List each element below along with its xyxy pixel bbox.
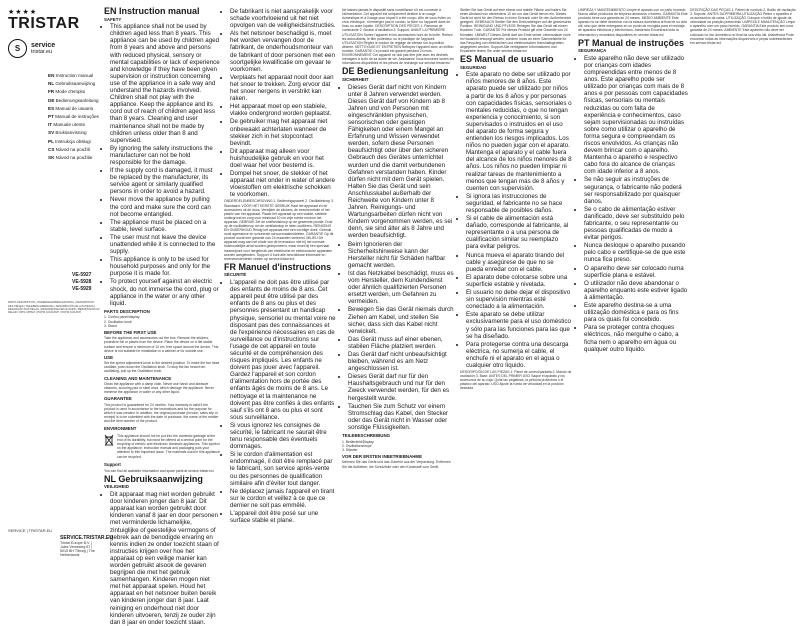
parts-item: 1. Control panel/display xyxy=(104,315,140,320)
safety-item: • Se não seguir as instruções de segurança, o fabricante não poderá ser responsabilizado por quaisquer danos. xyxy=(584,176,688,204)
safety-item: • Dit apparaat mag alleen voor huishoudelijke gebruik en voor het doel waar het voor bestemd is. xyxy=(230,148,336,169)
spanish-details-continued: LIMPIEZA Y MANTENIMIENTO Limpie el aparato con un paño húmedo. Nunca utilice productos de limpieza abrasivos o fuertes. GARANTÍA Este producto tiene una garantía de 24 meses. MEDIO AMBIENTE Este aparato no se debe desechar con la basura doméstica al final de su vida útil, sino que debe entregarse en un punto de recogida para el reciclaje de aparatos eléctricos y electrónicos. Asistencia Encontrará toda la información y recambios disponibles en service.tristar.eu! xyxy=(578,8,688,37)
parts-item: 3. Ständer xyxy=(342,447,358,452)
use-text: Set the speed adjustment knob to the desired position. To make the fan head oscillate, push down the Oscillation knob. To stop the fan head from oscillating, pull up the Oscillation knob. xyxy=(104,361,220,374)
safety-item: • El usuario no debe dejar el dispositivo sin supervisión mientras esté conectado a la alimentación. xyxy=(466,289,572,310)
safety-item: • Never move the appliance by pulling the cord and make sure the cord can not become entangled. xyxy=(110,196,220,217)
safety-title: VEILIGHEID xyxy=(104,484,129,490)
support-title: Support xyxy=(104,462,121,468)
section-heading: PT Manual de instruções xyxy=(578,37,685,48)
safety-item: • Este aparato no debe ser utilizado por niños menores de 8 años. Este aparato puede ser utilizado por niños a partir de los 8 años y por personas con capacidades físicas, sensoriales o mentales reducidas, o que no tengan experiencia y conocimiento, si son supervisados o instruidos en el uso del aparato de forma segura y entienden los riesgos implicados. Los niños no pueden jugar con el aparato. Mantenga el aparato y el cable fuera del alcance de los niños menores de 8 años. Los niños no pueden limpiar ni realizar tareas de mantenimiento a menos que tengan más de 8 años y cuenten con supervisión. xyxy=(466,71,572,192)
dutch-french-section xyxy=(224,8,336,568)
safety-item: • Si vous ignorez les consignes de sécurité, le fabricant ne saurait être tenu responsable des éventuels dommages. xyxy=(230,422,336,450)
safety-item: • Dieses Gerät darf nur für den Haushaltsgebrauch und nur für den Zweck verwendet werden, für den es hergestellt wurde. xyxy=(348,373,454,401)
safety-item: • Se o cabo de alimentação estiver danificado, deve ser substituído pelo fabricante, o seu representante ou pessoas qualificadas de modo a evitar perigos. xyxy=(584,206,688,241)
language-item: SV Bruksanvisning xyxy=(48,130,87,136)
safety-item: • El aparato debe colocarse sobre una superficie estable y nivelada. xyxy=(466,274,572,288)
german-details: Stellen Sie das Gerät auf eine ebene und stabile Fläche und halten Sie einen Abstand von mindestens 10 cm um das Gerät herum ein. Dieses Gerät ist nicht für den Einbau in einen Schrank oder für den Außenbereich geeignet. GEBRAUCH Stellen Sie den Drehzahlregler auf die gewünschte Position. REINIGUNG UND PFLEGE Reinigen Sie das Gerät mit einem feuchten Tuch. GARANTIE Für dieses Produkt gilt eine Garantie von 24 Monaten. UMWELT Dieses Gerät darf am Ende seiner Lebensdauer nicht im Hausmüll entsorgt werden, sondern muss an einer Sammelstelle für das Recycling von elektrischen und elektronischen Haushaltsgeräten abgegeben werden. Support Alle verfügbaren Informationen und Ersatzteile finden Sie unter service.tristar.eu! xyxy=(460,8,572,53)
service-line2: tristar.eu xyxy=(31,48,53,55)
cover-footer xyxy=(8,528,113,557)
safety-list xyxy=(342,84,454,432)
safety-item: • Beim Ignorieren der Sicherheitshinweise kann der Hersteller nicht für Schäden haftbar gemacht werden. xyxy=(348,241,454,269)
safety-item: • Bewegen Sie das Gerät niemals durch Ziehen am Kabel, und stellen Sie sicher, dass sich das Kabel nicht verwickelt. xyxy=(348,306,454,334)
language-item: EN Instruction manual xyxy=(48,73,94,78)
safety-item: • This appliance shall not be used by children aged less than 8 years. This appliance can be used by children aged from 8 years and above and persons with reduced physical, sensory or mental capabilities or lack of experience and knowledge if they have been given supervision or instruction concerning use of the appliance in a safe way and understand the hazards involved. Children shall not play with the appliance. Keep the appliance and its cord out of reach of children aged less than 8 years. Cleaning and user maintenance shall not be made by children unless older than 8 and supervised. xyxy=(110,23,220,144)
safety-item: • Als het netsnoer beschadigd is, moet het worden vervangen door de fabrikant, de onderhoudsmonteur van de fabrikant of door personen met een soortgelijke kwalificatie om gevaar te voorkomen. xyxy=(230,30,336,73)
safety-item: • Dompel het snoer, de stekker of het apparaat niet onder in water of andere vloeistoffen om elektrische schokken te voorkomen. xyxy=(230,170,336,198)
safety-list xyxy=(460,71,572,369)
cleaning-text: Clean the appliance with a damp cloth. Never use harsh and abrasive cleaners, scouring pad or steel wool, which damage the appliance. Never immerse the appliance in water or any other liquid. xyxy=(104,382,214,395)
safety-list xyxy=(104,491,220,626)
safety-item: • Nunca mueva el aparato tirando del cable y asegúrese de que no se pueda enredar con el cable. xyxy=(466,252,572,273)
model-number: VE-5928 xyxy=(72,279,92,286)
safety-title: SAFETY xyxy=(104,16,122,22)
safety-item: • Het apparaat moet op een stabiele, vlakke ondergrond worden geplaatst. xyxy=(230,103,336,117)
section-heading: DE Bedienungsanleitung xyxy=(342,66,449,77)
safety-item: • Para protegerse contra una descarga eléctrica, no sumerja el cable, el enchufe ni el aparato en el agua o cualquier otro líquido. xyxy=(466,341,572,369)
service-line1: service xyxy=(31,41,56,49)
safety-item: • Tauchen Sie zum Schutz vor einem Stromschlag das Kabel, den Stecker oder das Gerät nicht in Wasser oder sonstige Flüssigkeiten. xyxy=(348,403,454,431)
safety-list xyxy=(224,8,336,198)
footer-service-line: SERVICE | TRISTAR.EU xyxy=(8,528,53,533)
guarantee-title: GUARANTEE xyxy=(104,396,132,402)
before-first-use-title: VOR DER ERSTEN INBETRIEBNAHME xyxy=(342,453,423,459)
model-list xyxy=(72,272,100,293)
parts-item: 2. Oszillationsknopf xyxy=(342,443,372,448)
before-first-use-text: Take the appliance and accessories out the box. Remove the stickers, protective foil or plastic from the device. Place the device on a flat stable surface and ensure a minimum of 10 cm. free space around the device. This device is not suitable for installation in a cabinet or for outside use. xyxy=(104,336,219,353)
spanish-details: DESCRIPCIÓN DE LAS PIEZAS 1. Panel de control/pantalla 2. Mando de oscilación 3. Base. ANTES DEL PRIMER USO Saque el aparato y los accesorios de su caja. Quite las pegatinas, la película protectora o el plástico del aparato. USO Ajuste la rueda de velocidad en la posición deseada. xyxy=(460,370,572,391)
language-item: NL Gebruiksaanwijzing xyxy=(48,81,96,87)
safety-item: • The user must not leave the device unattended while it is connected to the supply. xyxy=(110,234,220,255)
parts-title: TEILEBESCHREIBUNG xyxy=(342,433,391,438)
service-label xyxy=(31,43,55,55)
safety-item: • Dit apparaat mag niet worden gebruikt door kinderen jonger dan 8 jaar. Dit apparaat kan worden gebruikt door kinderen vanaf 8 jaar en door personen met verminderde lichamelijke, zintuiglijke of geestelijke vermogens of gebrek aan de benodigde ervaring en kennis indien ze onder toezicht staan of instructies krijgen over hoe het apparaat op een veilige manier kan worden gebruikt alsook de gevaren begrijpen die met het gebruik samenhangen. Kinderen mogen niet met het apparaat spelen. Houd het apparaat en het netsnoer buiten bereik van kinderen jonger dan 8 jaar. Laat reiniging en onderhoud niet door kinderen uitvoeren, tenzij ze ouder zijn dan 8 jaar en onder toezicht staan. xyxy=(110,491,220,626)
safety-item: • To protect yourself against an electric shock, do not immerse the cord, plug or appliance in the water or any other liquid. xyxy=(110,278,220,306)
footer-service-url: SERVICE.TRISTAR.EU xyxy=(60,535,113,541)
french-details: Ne laissez jamais le dispositif sans surveillance s'il est connecté à l'alimentation. Cet appareil est uniquement destiné à un usage domestique et à l'usage pour lequel il a été conçu. Afin de vous éviter un choc électrique, n'immergez pas le cordon, la fiche ou l'appareil dans de l'eau ou autre liquide. DESCRIPTION DES PIÈCES 1. Panneau de commande 2. Bouton d'oscillation 3. Support. AVANT LA PREMIÈRE UTILISATION Sortez l'appareil et les accessoires hors de la boîte. Retirez les autocollants, le film protecteur ou le plastique de l'appareil. UTILISATION Réglez le bouton de réglage de vitesse sur la position désirée. NETTOYAGE ET ENTRETIEN Nettoyez l'appareil avec un chiffon humide. GARANTIE Ce produit est garanti pendant 24 mois. ENVIRONNEMENT Cet appareil ne doit pas être jeté avec les déchets ménagers à la fin de sa durée de vie. Assistance Vous trouverez toutes les informations disponibles et les pièces de rechange sur service.tristar.eu! xyxy=(342,8,454,66)
safety-item: • Este aparelho não deve ser utilizado por crianças com idades compreendidas entre menos de 8 anos. Este aparelho pode ser utilizado por crianças com mais de 8 anos e por pessoas com capacidades físicas, sensoriais ou mentais reduzidas ou com falta de experiência e conhecimentos, caso sejam supervisionadas ou instruídas sobre como utilizar o aparelho de forma segura e compreendam os riscos envolvidos. As crianças não devem brincar com o aparelho. Mantenha o aparelho e respectivo cabo fora do alcance de crianças com idade inferior a 8 anos. xyxy=(584,55,688,176)
environment-title: ENVIRONMENT xyxy=(104,425,137,431)
environment-block xyxy=(104,434,220,460)
language-item: CS Návod na použití xyxy=(48,146,91,152)
language-item: FR Mode d'emploi xyxy=(48,89,86,95)
section-heading: ES Manual de usuario xyxy=(460,54,554,65)
english-section xyxy=(104,6,220,626)
safety-item: • Este aparato se debe utilizar exclusivamente para el uso doméstico y sólo para las funciones para las que se ha diseñado. xyxy=(466,311,572,339)
safety-item: • Dieses Gerät darf nicht von Kindern unter 8 Jahren verwendet werden. Dieses Gerät darf von Kindern ab 8 Jahren und von Personen mit eingeschränkten physischen, sensorischen oder geistigen Fähigkeiten oder einem Mangel an Erfahrung und Wissen verwendet werden, sofern diese Personen beaufsichtigt oder über den sicheren Gebrauch des Gerätes unterrichtet wurden und die damit verbundenen Gefahren verstanden haben. Kinder dürfen nicht mit dem Gerät spielen. Halten Sie das Gerät und sein Anschlusskabel außerhalb der Reichweite von Kindern unter 8 Jahren. Reinigungs- und Wartungsarbeiten dürfen nicht von Kindern vorgenommen werden, es sei denn, sie sind älter als 8 Jahre und werden beaufsichtigt. xyxy=(348,84,454,240)
parts-item: 1. Bedienfeld/Display xyxy=(342,439,374,444)
language-item: PT Manual de instruções xyxy=(48,114,99,120)
environment-text: This appliance should not be put into the domestic garbage at the end of its durability, but must be offered at a central point for the recycling of electric and electronic domestic appliances. This symbol on the appliance, instruction manual and packaging puts your attention to this important issue. The materials used in this appliance can be recycled. xyxy=(117,434,220,459)
french-german-section xyxy=(342,8,454,568)
portuguese-details: DESCRIÇÃO DAS PEÇAS 1. Painel de controlo 2. Botão de oscilação 3. Suporte. ANTES DA PRIMEIRA UTILIZAÇÃO Retire o aparelho e os acessórios da caixa. UTILIZAÇÃO Coloque o botão de ajuste da velocidade na posição pretendida. LIMPEZA E MANUTENÇÃO Limpe o aparelho com um pano húmido. GARANTIA Este produto tem uma garantia de 24 meses. AMBIENTE Este aparelho não deve ser colocado no lixo doméstico no final da sua vida útil. Assistência Pode encontrar todas as informações disponíveis e peças sobresselentes em service.tristar.eu! xyxy=(690,8,796,45)
language-item: ES Manual de usuario xyxy=(48,105,94,111)
language-item: IT Manuale utente xyxy=(48,122,86,128)
model-number: VE-5927 xyxy=(72,272,92,279)
safety-list xyxy=(224,279,336,524)
model-number: VE-5929 xyxy=(72,286,92,293)
support-text: You can find all available information and spare parts at service.tristar.eu! xyxy=(104,468,214,473)
safety-item: • Verplaats het apparaat nooit door aan het snoer te trekken. Zorg ervoor dat het snoer nergens in verstrikt kan raken. xyxy=(230,74,336,102)
before-first-use-text: Nehmen Sie das Gerät und das Zubehör aus der Verpackung. Entfernen Sie die Aufkleber, die Schutzfolie oder den Kunststoff vom Gerät. xyxy=(342,460,451,469)
safety-item: • De fabrikant is niet aansprakelijk voor schade voortvloeiend uit het niet opvolgen van de veiligheidsinstructies. xyxy=(230,8,336,29)
parts-description-header: PARTS DESCRIPTION | ONDERDELENBESCHRIJVING | DESCRIPTION DES PIÈCES | TEILEBESCHREIBUNG | DESCRIPCIÓN DE LAS PIEZAS | DESCRIÇÃO DAS PEÇAS | DESCRIZIONE DELLE PARTI | BESKRIVNING AV DELAR | OPIS CZĘŚCI | POPIS SOUČÁSTÍ | POPIS SÚČASTÍ xyxy=(8,301,100,315)
use-title: USE xyxy=(104,354,114,360)
safety-title: SEGURANÇA xyxy=(578,48,607,54)
section-heading: EN Instruction manual xyxy=(104,6,200,16)
safety-item: • Este aparelho destina-se a uma utilização doméstica e para os fins para os quais foi concebido. xyxy=(584,302,688,323)
recycle-bin-icon xyxy=(104,434,114,446)
language-item: SK Návod na použitie xyxy=(48,155,93,161)
section-heading: NL Gebruiksaanwijzing xyxy=(104,473,203,484)
portuguese-details-section xyxy=(690,8,796,568)
safety-item: • Para se proteger contra choques eléctricos, não mergulhe o cabo, a ficha nem o aparelho em água ou qualquer outro líquido. xyxy=(584,324,688,352)
safety-item: • Ne déplacez jamais l'appareil en tirant sur le cordon et veillez à ce que ce dernier ne soit pas emmêlé. xyxy=(230,488,336,509)
safety-item: • Nunca desloque o aparelho puxando pelo cabo e certifique-se de que este nunca fica preso. xyxy=(584,242,688,263)
safety-title: SEGURIDAD xyxy=(460,64,487,70)
safety-item: • Si le cordon d'alimentation est endommagé, il doit être remplacé par le fabricant, son service après-vente ou des personnes de qualification similaire afin d'éviter tout danger. xyxy=(230,451,336,486)
service-badge-row xyxy=(8,39,100,58)
before-first-use-title: BEFORE THE FIRST USE xyxy=(104,329,157,335)
parts-title: PARTS DESCRIPTION xyxy=(104,308,150,314)
safety-item: • Si ignora las instrucciones de seguridad, el fabricante no se hace responsable de posibles daños. xyxy=(466,193,572,214)
brand-logo: TRISTAR xyxy=(8,15,80,32)
safety-list xyxy=(578,55,688,353)
safety-title: SICHERHEIT xyxy=(342,76,369,82)
safety-item: • The appliance must be placed on a stable, level surface. xyxy=(110,219,220,233)
safety-item: • De gebruiker mag het apparaat niet onbewaakt achterlaten wanneer de stekker zich in het stopcontact bevindt. xyxy=(230,118,336,146)
german-spanish-section xyxy=(460,8,572,568)
safety-item: • O utilizador não deve abandonar o aparelho enquanto este estiver ligado à alimentação. xyxy=(584,280,688,301)
cleaning-title: CLEANING AND MAINTENANCE xyxy=(104,375,172,381)
safety-item: • This appliance is only to be used for household purposes and only for the purpose it is made for. xyxy=(110,256,220,277)
parts-item: 2. Oscillation knob xyxy=(104,319,132,324)
safety-item: • L'appareil doit être posé sur une surface stable et plane. xyxy=(230,510,336,524)
section-heading: FR Manuel d'instructions xyxy=(224,261,332,272)
language-item: DE Bedienungsanleitung xyxy=(48,97,99,103)
brand-stars: ★★★★ xyxy=(8,9,38,16)
safety-list xyxy=(104,23,220,307)
parts-item: 3. Stand xyxy=(104,323,117,328)
safety-item: • O aparelho deve ser colocado numa superfície plana e estável. xyxy=(584,265,688,279)
safety-item: • Das Gerät muss auf einer ebenen, stabilen Fläche platziert werden. xyxy=(348,336,454,350)
dutch-details: ONDERDELENBESCHRIJVING 1. Bedieningspaneel 2. Oscillatieknop 3. Standaard. VÓÓR HET EERSTE GEBRUIK Haal het apparaat en de accessoires uit de doos. Verwijder de stickers, de beschermfolie of het plastic van het apparaat. Plaats het apparaat op een vlakke, stabiele ondergrond en zorg voor minimaal 10 cm vrije ruimte rondom het apparaat. GEBRUIK Zet de snelheidsknop op de gewenste positie. Druk op de oscillatieknop om de ventilatorkop te laten oscilleren. REINIGING EN ONDERHOUD Reinig het apparaat met een vochtige doek. Gebruik nooit agressieve en schurende schoonmaakmiddelen. GARANTIE Op dit product wordt een garantie van 24 maanden verleend. MILIEU Dit apparaat mag aan het einde van de levensduur niet bij het normale huishoudelijke afval worden gedeponeerd, maar moet bij een speciaal inzamelpunt voor hergebruik van elektrische en elektronische apparaten worden aangeboden. Support U kunt alle beschikbare informatie en reserveonderdelen vinden op service.tristar.eu! xyxy=(224,199,334,261)
spanish-portuguese-section xyxy=(578,8,688,568)
safety-item: • Ist das Netzkabel beschädigt, muss es vom Hersteller, dem Kundendienst oder ähnlich qualifizierten Personen ersetzt werden, um Gefahren zu vermeiden. xyxy=(348,270,454,305)
language-item: PL Instrukcja obsługi xyxy=(48,138,91,144)
guarantee-text: This product is guaranteed for 24 months. Your warranty is valid if the product is used in accordance to the instructions and for the purpose for which it was created. In addition, the original purchase (invoice, sales slip or receipt) is to be submitted with the date of purchase, the name of the retailer and the item number of the product. xyxy=(104,403,219,424)
safety-title: SÉCURITÉ xyxy=(224,272,247,278)
language-list xyxy=(48,72,100,162)
safety-item: • L'appareil ne doit pas être utilisé par des enfants de moins de 8 ans. Cet appareil peut être utilisé par des enfants de 8 ans ou plus et des personnes présentant un handicap physique, sensoriel ou mental voire ne disposant pas des connaissances et de l'expérience nécessaires en cas de surveillance ou d'instructions sur l'usage de cet appareil en toute sécurité et de compréhension des risques impliqués. Les enfants ne doivent pas jouer avec l'appareil. Gardez l'appareil et son cordon d'alimentation hors de portée des enfants âgés de moins de 8 ans. Le nettoyage et la maintenance ne doivent pas être confiés à des enfants sauf s'ils ont 8 ans ou plus et sont sous surveillance. xyxy=(230,279,336,421)
service-icon: S xyxy=(8,39,27,58)
safety-item: • By ignoring the safety instructions the manufacturer can not be hold responsible for the damage. xyxy=(110,145,220,166)
footer-address: Tristar Europe B.V. | Jules Verneweg 87 | 5015 BH Tilburg | The Netherlands xyxy=(60,541,95,557)
safety-item: • Das Gerät darf nicht unbeaufsichtigt bleiben, während es am Netz angeschlossen ist. xyxy=(348,351,454,372)
safety-item: • Si el cable de alimentación está dañado, corresponde al fabricante, al representante o a una persona de cualificación similar su reemplazo para evitar peligros. xyxy=(466,215,572,250)
safety-item: • If the supply cord is damaged, it must be replaced by the manufacturer, its service agent or similarly qualified persons in order to avoid a hazard. xyxy=(110,167,220,195)
